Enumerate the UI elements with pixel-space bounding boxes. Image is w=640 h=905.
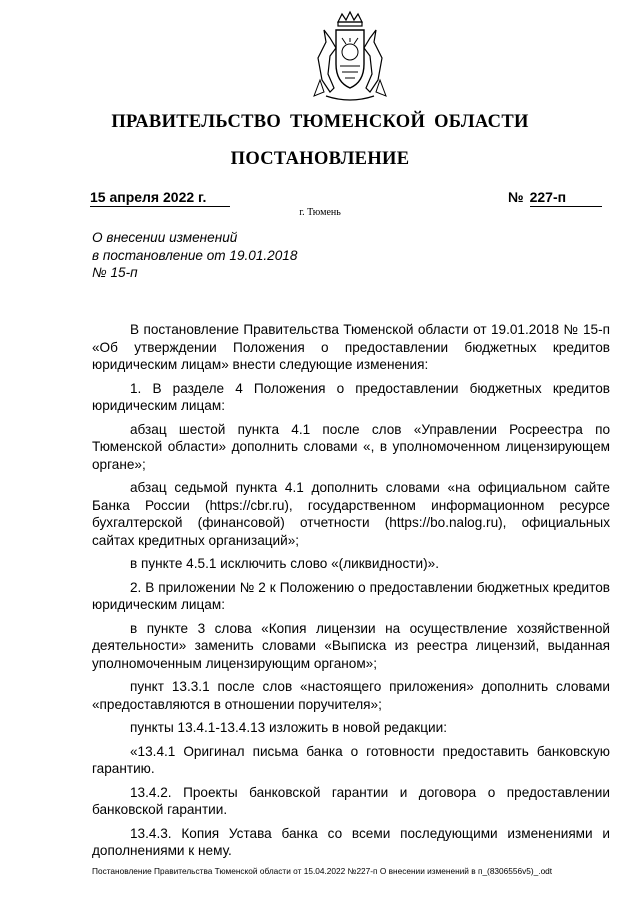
paragraph: «13.4.1 Оригинал письма банка о готовности предоставить банковскую гарантию. <box>92 743 610 776</box>
subject-line: № 15-п <box>92 265 138 280</box>
document-date: 15 апреля 2022 г. <box>90 189 230 207</box>
number-value: 227-п <box>530 189 602 207</box>
paragraph: 13.4.3. Копия Устава банка со всеми последующими изменениями и дополнениями к нему. <box>92 825 610 858</box>
paragraph: пункты 13.4.1-13.4.13 изложить в новой редакции: <box>130 720 448 735</box>
city: г. Тюмень <box>299 207 341 218</box>
coat-of-arms-icon <box>300 8 400 108</box>
paragraph: абзац седьмой пункта 4.1 дополнить словами «на официальном сайте Банка России (https://cbr.ru), государственном информационном ресурсе бухгалтерской (финансовой) отчетности (https://bo.nalog.ru), официальных сайтах кредитных организаций»; <box>92 480 610 548</box>
government-title: ПРАВИТЕЛЬСТВО ТЮМЕНСКОЙ ОБЛАСТИ <box>111 112 529 132</box>
paragraph: в пункте 3 слова «Копия лицензии на осуществление хозяйственной деятельности» заменить словами «Выписка из реестра лицензий, выданная уполномоченным лицензирующим органом»; <box>92 620 610 671</box>
document-type: ПОСТАНОВЛЕНИЕ <box>230 149 410 169</box>
paragraph: 2. В приложении № 2 к Положению о предоставлении бюджетных кредитов юридическим лицам: <box>92 579 610 612</box>
paragraph: 1. В разделе 4 Положения о предоставлении бюджетных кредитов юридическим лицам: <box>92 380 610 413</box>
body-text <box>92 321 610 866</box>
paragraph: В постановление Правительства Тюменской области от 19.01.2018 № 15-п «Об утверждении Положения о предоставлении бюджетных кредитов юридическим лицам» внести следующие изменения: <box>92 322 610 372</box>
number-sign: № <box>508 189 524 205</box>
paragraph: 13.4.2. Проекты банковской гарантии и договора о предоставлении банковской гарантии. <box>92 784 610 817</box>
paragraph: абзац шестой пункта 4.1 после слов «Управлении Росреестра по Тюменской области» дополнить словами «, в уполномоченном лицензирующем органе»; <box>92 421 610 472</box>
footer-filename: Постановление Правительства Тюменской области от 15.04.2022 №227-п О внесении изменений в п_(8306556v5)_.odt <box>92 866 553 876</box>
subject-line: в постановление от 19.01.2018 <box>92 247 298 263</box>
subject-line: О внесении изменений <box>92 230 238 245</box>
paragraph: пункт 13.3.1 после слов «настоящего приложения» дополнить словами «предоставляются в отношении поручителя»; <box>92 679 610 712</box>
subject <box>92 229 297 282</box>
document-number <box>508 189 602 207</box>
paragraph: в пункте 4.5.1 исключить слово «(ликвидности)». <box>130 556 439 571</box>
